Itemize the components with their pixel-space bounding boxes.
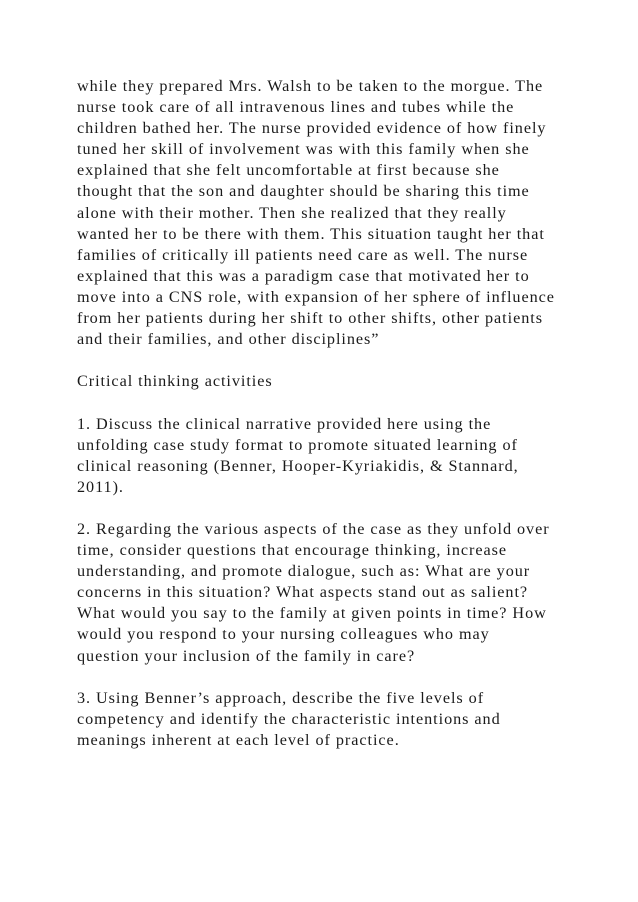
activity-item-3 [77,688,577,751]
paragraph-gap [77,498,577,519]
text-line: children bathed her. The nurse provided evidence of how finely [77,119,547,138]
text-line: What would you say to the family at given points in time? How [77,604,547,623]
text-line: while they prepared Mrs. Walsh to be taken to the morgue. The [77,77,544,95]
paragraph-gap [77,667,577,688]
text-line: wanted her to be there with them. This situation taught her that [77,224,545,243]
text-line: competency and identify the characteristic intentions and [77,709,501,728]
text-line: nurse took care of all intravenous lines and tubes while the [77,98,515,117]
text-line: explained that she felt uncomfortable at first because she [77,161,500,180]
text-line: families of critically ill patients need care as well. The nurse [77,245,529,264]
text-line: 3. Using Benner’s approach, describe the five levels of [77,688,485,707]
text-line: and their families, and other disciplines” [77,330,380,349]
text-line: time, consider questions that encourage thinking, increase [77,541,507,560]
text-line: 2. Regarding the various aspects of the case as they unfold over [77,519,550,538]
text-line: understanding, and promote dialogue, such as: What are your [77,562,531,581]
document-text [77,76,577,751]
text-line: from her patients during her shift to other shifts, other patients [77,309,543,328]
text-line: tuned her skill of involvement was with this family when she [77,140,530,159]
text-line: thought that the son and daughter should be sharing this time [77,182,530,201]
text-line: unfolding case study format to promote situated learning of [77,435,518,454]
text-line: question your inclusion of the family in care? [77,646,416,665]
activity-item-2 [77,519,577,667]
activity-item-1 [77,414,577,498]
text-line: 1. Discuss the clinical narrative provided here using the [77,414,492,433]
paragraph-gap [77,350,577,371]
text-line: 2011). [77,477,124,496]
paragraph-gap [77,392,577,413]
text-line: move into a CNS role, with expansion of her sphere of influence [77,287,555,306]
text-line: alone with their mother. Then she realized that they really [77,203,507,222]
narrative-paragraph [77,76,577,350]
text-line: concerns in this situation? What aspects stand out as salient? [77,583,529,602]
text-line: clinical reasoning (Benner, Hooper-Kyriakidis, & Stannard, [77,456,519,475]
text-line: explained that this was a paradigm case that motivated her to [77,266,530,285]
text-line: would you respond to your nursing colleagues who may [77,625,490,644]
text-line: meanings inherent at each level of practice. [77,730,400,749]
section-heading: Critical thinking activities [77,372,273,391]
